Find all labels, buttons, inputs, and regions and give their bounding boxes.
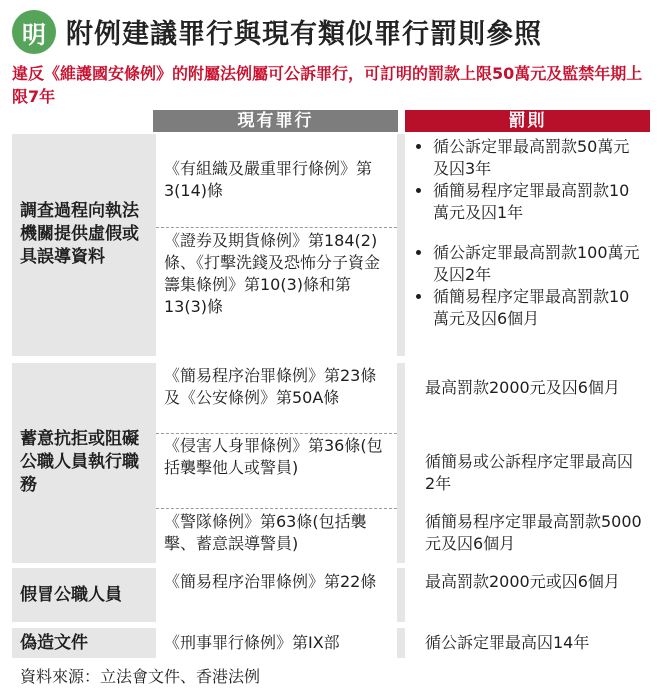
- header-current-offence: 現有罪行: [153, 110, 398, 132]
- law-reference: 《警隊條例》第63條(包括襲擊、蓄意誤導警員): [164, 512, 367, 553]
- law-reference: 《侵害人身罪條例》第36條(包括襲擊他人或警員): [164, 436, 383, 477]
- header-penalty: 罰則: [405, 110, 650, 132]
- current-offence-cell: [156, 134, 397, 356]
- law-reference: 《證券及期貨條例》第184(2)條、《打擊洗錢及恐怖分子資金籌集條例》第10(3)條和第13(3)條: [164, 231, 381, 316]
- penalty-cell: [405, 568, 650, 622]
- law-reference: 《有組織及嚴重罪行條例》第3(14)條: [164, 159, 373, 200]
- penalty-cell: [405, 363, 650, 563]
- penalty-list: [419, 242, 642, 330]
- law-reference: 《簡易程序治罪條例》第23條及《公安條例》第50A條: [164, 366, 377, 407]
- penalty-text: 最高罰款2000元及囚6個月: [425, 378, 620, 397]
- penalty-text: 循簡易程序定罪最高罰款5000元及囚6個月: [425, 512, 642, 553]
- current-offence-cell: [156, 628, 397, 658]
- row-label: 蓄意抗拒或阻礙公職人員執行職務: [20, 429, 139, 495]
- penalty-item: • 循公訴定罪最高罰款50萬元及囚3年: [433, 136, 642, 180]
- penalty-cell: [405, 134, 650, 356]
- current-offence-cell: [156, 363, 397, 563]
- penalty-item: • 循公訴定罪最高罰款100萬元及囚2年: [433, 242, 642, 286]
- penalty-text: 最高罰款2000元或囚6個月: [425, 572, 620, 591]
- current-offence-cell: [156, 568, 397, 622]
- page-title: 附例建議罪行與現有類似罪行罰則參照: [66, 19, 542, 50]
- row-divider: [156, 508, 397, 509]
- subtitle: 違反《維護國安條例》的附屬法例屬可公訴罪行，可訂明的罰款上限50萬元及監禁年期上限7年: [12, 64, 643, 106]
- penalty-text: 循公訴定罪最高囚14年: [425, 633, 590, 652]
- row-divider: [156, 433, 397, 434]
- law-reference: 《簡易程序治罪條例》第22條: [164, 572, 377, 591]
- penalty-list: [419, 136, 642, 224]
- penalty-cell: [405, 628, 650, 658]
- row-label: 假冒公職人員: [20, 585, 122, 605]
- row-label: 調查過程向執法機關提供虛假或具誤導資料: [20, 201, 139, 267]
- penalty-item: • 循簡易程序定罪最高罰款10萬元及囚6個月: [433, 286, 642, 330]
- row-divider: [156, 227, 397, 228]
- newspaper-logo: 明: [12, 10, 56, 54]
- penalty-item: • 循簡易程序定罪最高罰款10萬元及囚1年: [433, 180, 642, 224]
- law-reference: 《刑事罪行條例》第IX部: [164, 633, 340, 652]
- source-note: 資料來源：立法會文件、香港法例: [20, 667, 261, 686]
- row-label: 偽造文件: [20, 633, 88, 653]
- penalty-text: 循簡易或公訴程序定罪最高囚2年: [425, 452, 634, 493]
